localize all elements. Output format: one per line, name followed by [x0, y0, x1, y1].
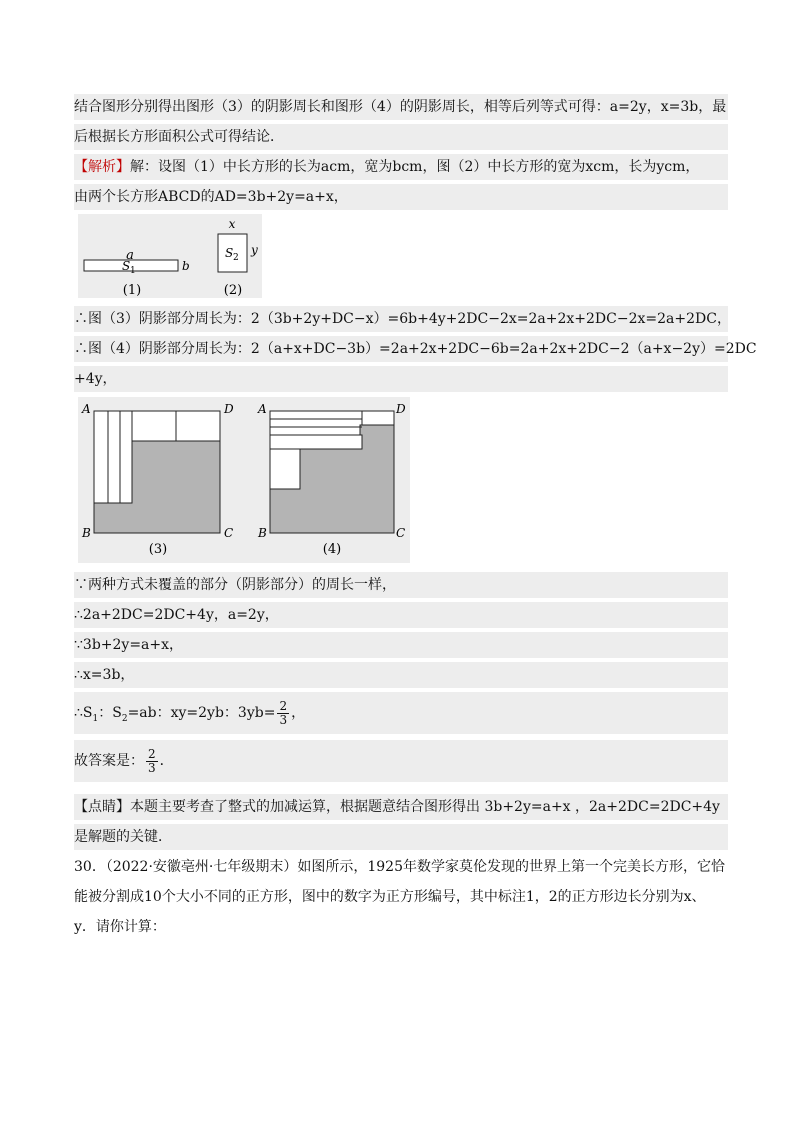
fig4-caption: (4)	[322, 542, 342, 557]
perimeter-4-line-a: ∴图（4）阴影部分周长为：2（a+x+DC−3b）=2a+2x+2DC−6b=2a+2x+2DC−2（a+x−2y）=2DC	[74, 336, 728, 362]
figure-3-4-svg	[78, 397, 410, 563]
step-2: ∵3b+2y=a+x，	[74, 632, 728, 658]
fig1-inner-sub: 1	[130, 266, 136, 276]
question-30-line-1: 30．（2022·安徽亳州·七年级期末）如图所示，1925年数学家莫伦发现的世界上第一个完美长方形，它恰	[74, 859, 725, 875]
fig3-caption: (3)	[148, 542, 168, 557]
solution-tag: 【解析】	[74, 159, 130, 175]
comment-line-1: 【点睛】本题主要考查了整式的加减运算，根据题意结合图形得出 3b+2y=a+x ，2a+2DC=2DC+4y	[74, 794, 728, 820]
answer-line: 故答案是： $\frac{2}{3}$ ．	[74, 740, 728, 782]
answer-fraction: $\frac{2}{3}$	[148, 746, 156, 775]
analysis-line-1: 结合图形分别得出图形（3）的阴影周长和图形（4）的阴影周长，相等后列等式可得：a=2y，x=3b，最	[74, 94, 728, 120]
solution-intro: 【解析】解：设图（1）中长方形的长为acm，宽为bcm，图（2）中长方形的宽为xcm，长为ycm，	[74, 154, 728, 180]
fig4-label-a: A	[258, 402, 267, 416]
fig3-label-b: B	[82, 526, 91, 540]
fig2-top-label: x	[228, 217, 236, 231]
step-4: $\therefore S_1$：$S_2=ab$：xy=2yb：3yb= $\frac{2}{3}$ ，	[74, 692, 728, 734]
fig4-right-rect	[362, 411, 394, 425]
comment-line-2: 是解题的关键．	[74, 824, 728, 850]
fig2-inner-label: S	[225, 246, 234, 260]
fig1-side-label: b	[182, 259, 190, 273]
analysis-line-2: 后根据长方形面积公式可得结论．	[74, 124, 728, 150]
fig3-label-a: A	[82, 402, 91, 416]
fraction-two-thirds: $\frac{2}{3}$	[279, 698, 288, 727]
solution-ad-equation: 由两个长方形ABCD的AD=3b+2y=a+x，	[74, 184, 728, 210]
fig4-label-d: D	[396, 402, 406, 416]
fig4-left-rect	[270, 449, 300, 489]
figure-1-2	[78, 214, 262, 298]
fig3-label-c: C	[224, 526, 234, 540]
fig4-label-b: B	[258, 526, 267, 540]
step-3: ∴x=3b，	[74, 662, 728, 688]
figure-3-4	[78, 397, 410, 563]
figure-1-2-svg	[78, 214, 262, 298]
fig1-caption: (1)	[122, 283, 142, 298]
perimeter-4-line-b: +4y，	[74, 366, 728, 392]
step-1: ∴2a+2DC=2DC+4y，a=2y，	[74, 602, 728, 628]
comment-tag: 【点睛】	[74, 799, 130, 815]
fig4-label-c: C	[396, 526, 406, 540]
fig4-strip-4	[270, 435, 362, 449]
fig1-top-label: a	[126, 248, 134, 263]
fig1-inner-label: S	[122, 259, 131, 273]
because-line: ∵两种方式未覆盖的部分（阴影部分）的周长一样，	[74, 572, 728, 598]
fig2-side-label: y	[251, 243, 258, 257]
fig3-label-d: D	[224, 402, 234, 416]
perimeter-3-line: ∴图（3）阴影部分周长为：2（3b+2y+DC−x）=6b+4y+2DC−2x=2a+2x+2DC−2x=2a+2DC，	[74, 306, 728, 332]
question-30-line-3: y．请你计算：	[74, 919, 166, 935]
question-30-line-2: 能被分割成10个大小不同的正方形，图中的数字为正方形编号，其中标注1，2的正方形边长分别为x、	[74, 889, 706, 905]
fig2-caption: (2)	[223, 283, 243, 298]
fig2-inner-sub: 2	[233, 253, 239, 263]
